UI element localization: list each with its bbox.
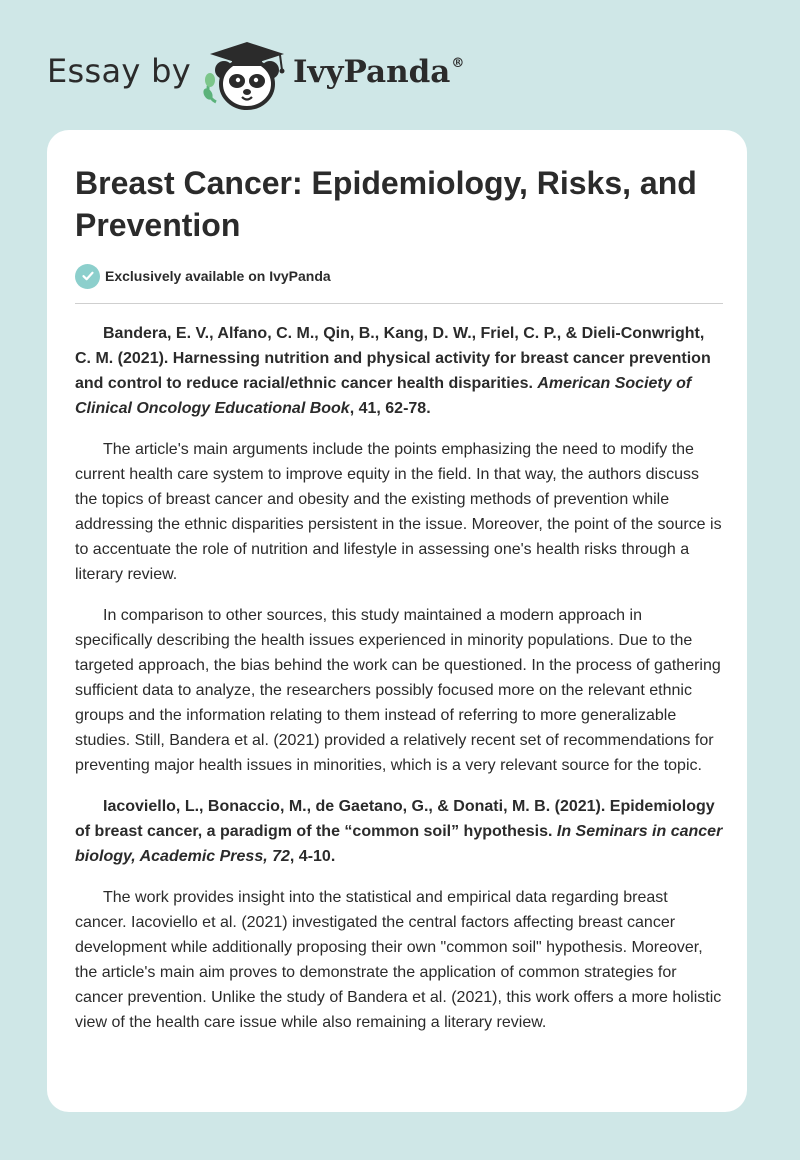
reference-2: Iacoviello, L., Bonaccio, M., de Gaetano, G., & Donati, M. B. (2021). Epidemiology of breast cancer, a paradigm of the “common soil” hypothesis. In Seminars in cancer biology, Academic Press, 72, 4-10. [75,798,723,865]
reference-1: Bandera, E. V., Alfano, C. M., Qin, B., Kang, D. W., Friel, C. P., & Dieli-Conwright, C. M. (2021). Harnessing nutrition and physical activity for breast cancer prevention and control to reduce racial/ethnic cancer health disparities. American Society of Clinical Oncology Educational Book, 41, 62-78. [75,325,711,417]
exclusive-label: Exclusively available on IvyPanda [105,268,331,284]
registered-mark: ® [451,56,465,71]
essay-title: Breast Cancer: Epidemiology, Risks, and Prevention [75,165,697,243]
essay-body [75,321,723,1051]
divider [75,303,723,304]
panda-graduate-logo-icon [202,36,292,112]
site-header [47,36,507,112]
essay-by-label: Essay by [47,52,191,90]
essay-card [47,130,747,1112]
paragraph-1: The article's main arguments include the points emphasizing the need to modify the current health care system to improve equity in the field. In that way, the authors discuss the topics of breast cancer and obesity and the existing methods of prevention while addressing the ethnic disparities persistent in the issue. Moreover, the point of the source is to accentuate the role of nutrition and lifestyle in assessing one's health risks through a literary review. [75,441,722,583]
brand-name[interactable]: IvyPanda® [293,54,465,90]
check-circle-icon [75,264,100,289]
paragraph-3: The work provides insight into the statistical and empirical data regarding breast cancer. Iacoviello et al. (2021) investigated the central factors affecting breast cancer development while additionally proposing their own "common soil" hypothesis. Moreover, the article's main aim proves to demonstrate the application of common strategies for cancer prevention. Unlike the study of Bandera et al. (2021), this work offers a more holistic view of the health care issue while also remaining a literary review. [75,889,722,1031]
paragraph-2: In comparison to other sources, this study maintained a modern approach in specifically describing the health issues experienced in minority populations. Due to the targeted approach, the bias behind the work can be questioned. In the process of gathering sufficient data to analyze, the researchers possibly focused more on the relevant ethnic groups and the information relating to them instead of referring to more generalizable studies. Still, Bandera et al. (2021) provided a relatively recent set of recommendations for preventing major health issues in minorities, which is a very relevant source for the topic. [75,607,721,774]
reference-1-journal: American Society of Clinical Oncology Educational Book [75,375,692,417]
exclusive-badge [75,263,331,289]
reference-2-journal: In Seminars in cancer biology, Academic Press, 72 [75,823,723,865]
